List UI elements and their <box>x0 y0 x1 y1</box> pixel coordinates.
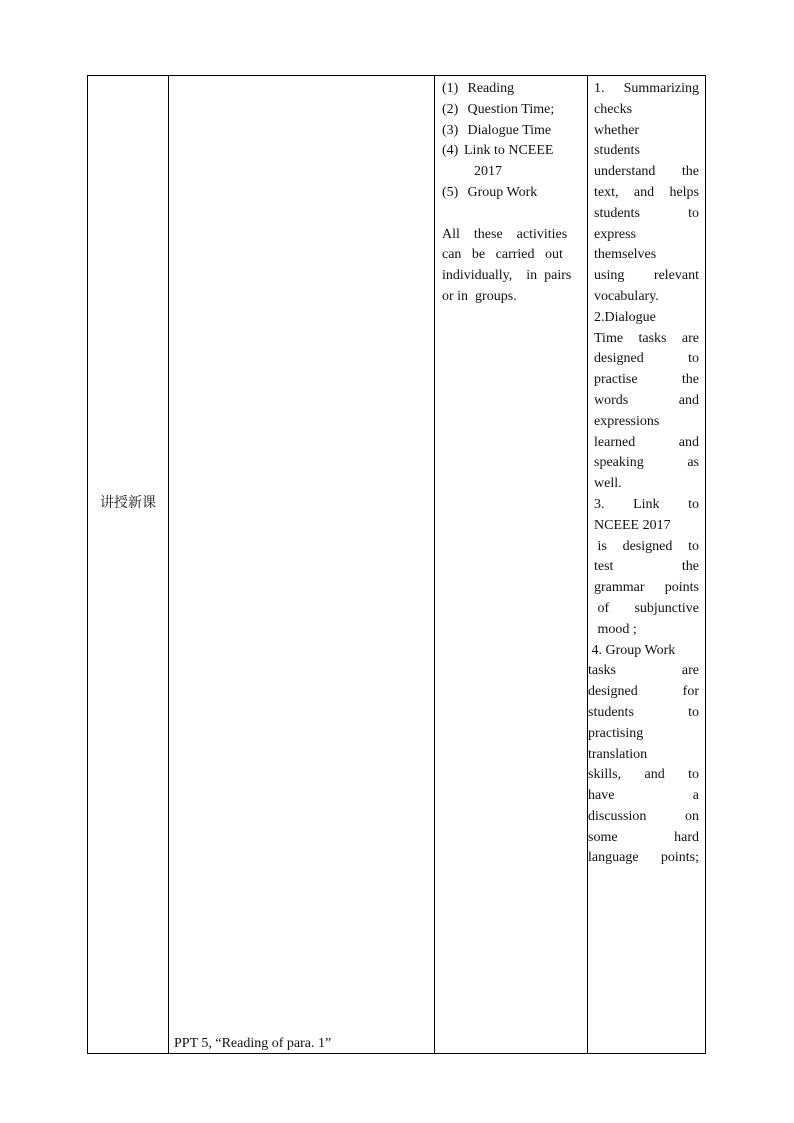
purpose-line: 1. Summarizing <box>594 81 699 96</box>
content-column <box>169 76 435 1053</box>
purpose-line: students to <box>594 205 699 221</box>
purpose-line: of subjunctive <box>594 600 699 616</box>
purpose-line: NCEEE 2017 <box>594 517 671 533</box>
purpose-line: have a <box>588 788 699 804</box>
activities-column <box>435 76 588 1053</box>
purpose-line: 2. Dialogue <box>594 309 656 325</box>
purpose-line: checks <box>594 101 633 117</box>
activities-note: All these activities can be carried out individually, in pairs or in groups. <box>442 226 572 304</box>
purpose-line: designed for <box>588 684 699 700</box>
activity-item: (2) Question Time; <box>442 101 555 117</box>
purpose-line: grammar points <box>594 580 699 596</box>
lesson-plan-table <box>87 75 706 1054</box>
purpose-line: language points; <box>588 850 699 866</box>
purpose-line: some hard <box>588 829 699 845</box>
activity-item: (4) Link to NCEEE 2017 <box>442 143 554 180</box>
purpose-line: mood ; <box>594 621 637 637</box>
purpose-line: 3. Link to <box>594 496 699 512</box>
purpose-line: students to <box>588 704 699 720</box>
purpose-line: tasks are <box>588 663 699 679</box>
purpose-line: skills, and to <box>588 767 699 783</box>
purpose-line: discussion on <box>588 808 699 824</box>
purpose-line: practising <box>588 725 644 741</box>
purpose-line: students <box>594 143 640 159</box>
purpose-text <box>588 79 699 869</box>
purpose-line: expressions <box>594 413 660 429</box>
purpose-line: express <box>594 226 636 242</box>
purpose-line: vocabulary. <box>594 288 659 304</box>
purpose-line: whether <box>594 122 640 138</box>
purpose-line: text, and helps <box>594 184 699 200</box>
stage-label: 讲授新课 <box>100 495 156 511</box>
purpose-line: practise the <box>594 372 699 388</box>
activity-item: (3) Dialogue Time <box>442 122 552 138</box>
stage-column <box>88 76 169 1053</box>
purpose-line: well. <box>594 476 622 492</box>
purpose-line: using relevant <box>594 268 699 284</box>
purpose-line: understand the <box>594 164 699 180</box>
purpose-line: designed to <box>594 351 699 367</box>
purpose-line: words and <box>594 392 699 408</box>
purpose-line: is designed to <box>594 538 699 554</box>
purpose-line: test the <box>594 559 699 575</box>
purpose-line: Time tasks are <box>594 330 699 346</box>
activity-item: (1) Reading <box>442 81 515 96</box>
purpose-line: learned and <box>594 434 699 450</box>
activities-list <box>442 79 580 308</box>
ppt-note: PPT 5, “Reading of para. 1” <box>174 1036 332 1051</box>
purpose-line: translation <box>588 746 648 762</box>
purpose-column <box>588 76 705 1053</box>
activity-item: (5) Group Work <box>442 184 538 200</box>
purpose-line: 4. Group Work <box>588 642 676 658</box>
purpose-line: speaking as <box>594 455 699 471</box>
purpose-line: themselves <box>594 247 657 263</box>
